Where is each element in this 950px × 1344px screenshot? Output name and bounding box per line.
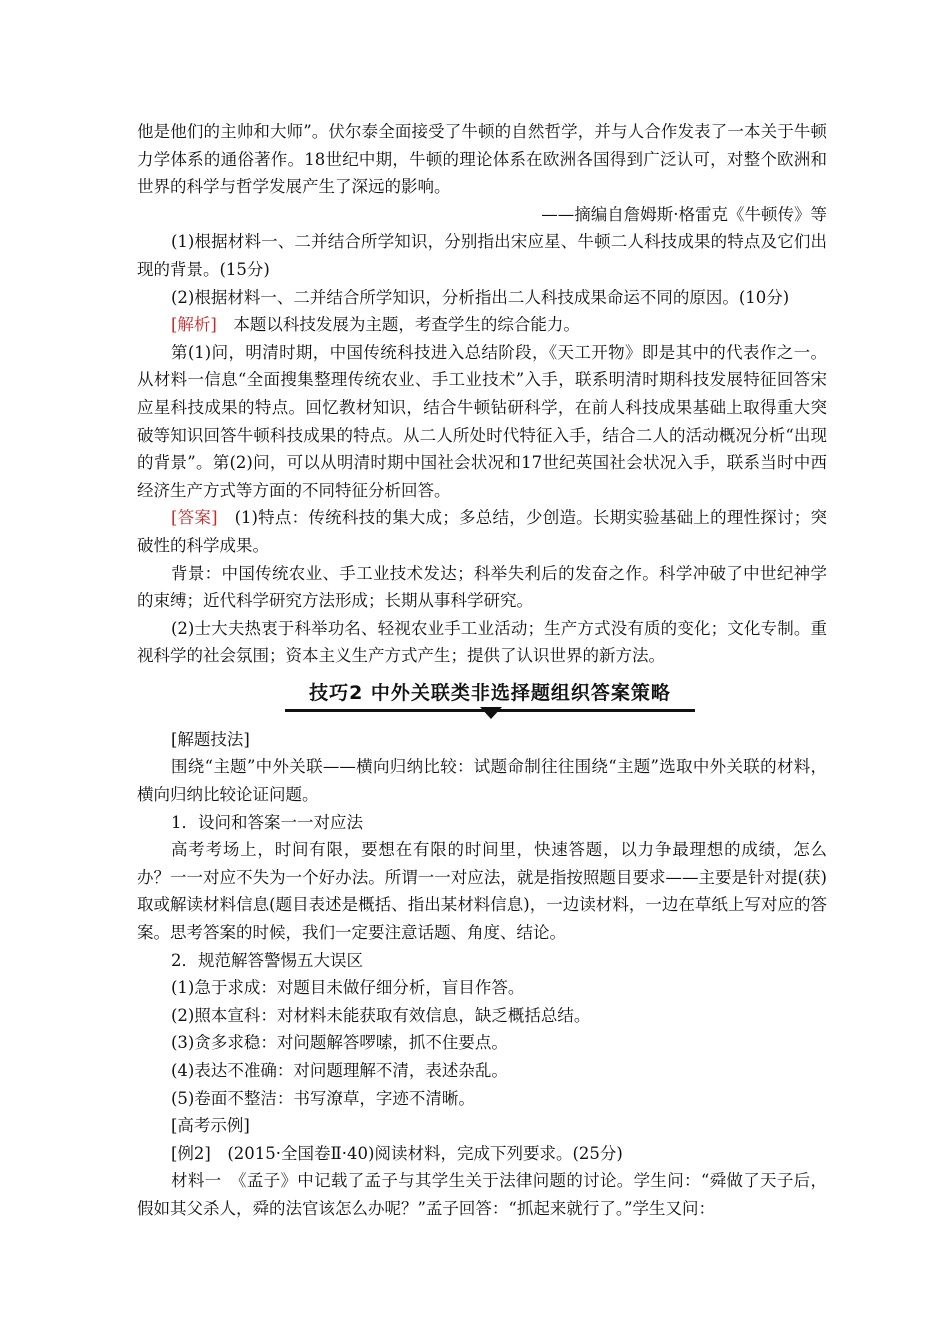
answer-background: 背景：中国传统农业、手工业技术发达；科举失利后的发奋之作。科学冲破了中世纪神学的束缚；近代科学研究方法形成；长期从事科学研究。 <box>137 563 827 611</box>
answer-1-text: (1)特点：传统科技的集大成；多总结，少创造。长期实验基础上的理性探讨；突破性的科学成果。 <box>137 508 828 555</box>
analysis-intro-text: 本题以科技发展为主题，考查学生的综合能力。 <box>216 315 580 335</box>
subheading-1: 1．设问和答案一一对应法 <box>171 812 363 832</box>
triangle-marker-icon <box>480 707 502 719</box>
analysis-intro <box>137 311 827 339</box>
mistake-3: (3)贪多求稳：对问题解答啰嗦，抓不住要点。 <box>171 1033 508 1053</box>
section-heading-block <box>137 674 827 720</box>
technique-label: [解题技法] <box>171 729 250 749</box>
analysis-tag: [解析] <box>171 315 217 335</box>
analysis-body: 第(1)问，明清时期，中国传统科技进入总结阶段，《天工开物》即是其中的代表作之一。从材料一信息“全面搜集整理传统农业、手工业技术”入手，联系明清时期科技发展特征回答宋应星科技成果的特点。回忆教材知识，结合牛顿钻研科学，在前人科技成果基础上取得重大突破等知识回答牛顿科技成果的特点。从二人所处时代特征入手，结合二人的活动概况分析“出现的背景”。第(2)问，可以从明清时期中国社会状况和17世纪英国社会状况入手，联系当时中西经济生产方式等方面的不同特征分析回答。 <box>137 342 827 500</box>
material-1: 材料一 《孟子》中记载了孟子与其学生关于法律问题的讨论。学生问：“舜做了天子后，假如其父杀人，舜的法官该怎么办呢？”孟子回答：“抓起来就行了。”学生又问： <box>137 1171 827 1218</box>
answer-2: (2)士大夫热衷于科举功名、轻视农业手工业活动；生产方式没有质的变化；文化专制。重视科学的社会氛围；资本主义生产方式产生；提供了认识世界的新方法。 <box>137 618 827 666</box>
question-1: (1)根据材料一、二并结合所学知识，分别指出宋应星、牛顿二人科技成果的特点及它们出现的背景。(15分) <box>137 232 827 279</box>
mistake-4: (4)表达不准确：对问题理解不清，表述杂乱。 <box>171 1061 508 1080</box>
source-citation: ——摘编自詹姆斯·格雷克《牛顿传》等 <box>541 204 827 224</box>
paragraph-newton: 他是他们的主帅和大师”。伏尔泰全面接受了牛顿的自然哲学，并与人合作发表了一本关于牛顿力学体系的通俗著作。18世纪中期，牛顿的理论体系在欧洲各国得到广泛认可，对整个欧洲和世界的科学与哲学发展产生了深远的影响。 <box>137 122 827 197</box>
answer-tag: [答案] <box>171 508 218 528</box>
section-heading: 技巧2 中外关联类非选择题组织答案策略 <box>285 678 695 712</box>
subheading-2: 2．规范解答警惕五大误区 <box>171 950 363 970</box>
mistake-1: (1)急于求成：对题目未做仔细分析，盲目作答。 <box>171 978 525 998</box>
mistake-5: (5)卷面不整洁：书写潦草，字迹不清晰。 <box>171 1088 475 1108</box>
document-page <box>137 118 827 1223</box>
example-2-title: [例2] (2015·全国卷Ⅱ·40)阅读材料，完成下列要求。(25分) <box>171 1143 623 1163</box>
mistake-2: (2)照本宣科：对材料未能获取有效信息，缺乏概括总结。 <box>171 1005 591 1025</box>
exam-example-label: [高考示例] <box>171 1116 250 1136</box>
answer-1 <box>137 504 827 559</box>
technique-intro: 围绕“主题”中外关联——横向归纳比较：试题命制往往围绕“主题”选取中外关联的材料，横向归纳比较论证问题。 <box>137 757 827 805</box>
question-2: (2)根据材料一、二并结合所学知识，分析指出二人科技成果命运不同的原因。(10分) <box>171 287 790 307</box>
subheading-1-body: 高考考场上，时间有限，要想在有限的时间里，快速答题，以力争最理想的成绩，怎么办？一一对应不失为一个好办法。所谓一一对应法，就是指按照题目要求——主要是针对提(获)取或解读材料信息(题目表述是概括、指出某材料信息)，一边读材料，一边在草纸上写对应的答案。思考答案的时候，我们一定要注意话题、角度、结论。 <box>137 840 827 943</box>
